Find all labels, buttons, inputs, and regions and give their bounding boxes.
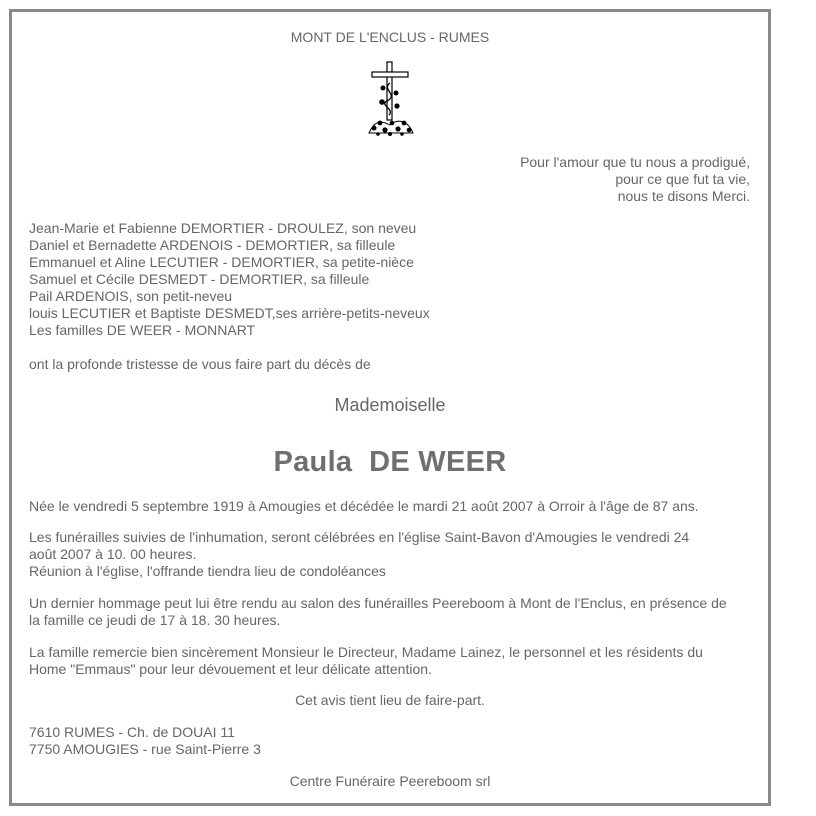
location-header: MONT DE L'ENCLUS - RUMES xyxy=(290,29,490,45)
cross-with-flowers-icon xyxy=(365,59,416,139)
address-line: 7610 RUMES - Ch. de DOUAI 11 xyxy=(29,724,235,740)
thanks-info xyxy=(29,644,703,678)
funeral-line: Réunion à l'église, l'offrande tiendra lieu de condoléances xyxy=(29,563,386,579)
tribute-info xyxy=(29,595,727,629)
deceased-name: Paula DE WEER xyxy=(273,446,507,478)
poem-line: nous te disons Merci. xyxy=(617,188,750,204)
tribute-line: Un dernier hommage peut lui être rendu au salon des funérailles Peereboom à Mont de l'Enclus, en présence de xyxy=(29,595,727,611)
funeral-home: Centre Funéraire Peereboom srl xyxy=(289,773,491,789)
family-line: Pail ARDENOIS, son petit-neveu xyxy=(29,288,233,304)
funeral-line: Les funérailles suivies de l'inhumation, seront célébrées en l'église Saint-Bavon d'Amougies le vendredi 24 xyxy=(29,529,690,545)
salutation: Mademoiselle xyxy=(334,395,446,415)
poem-line: pour ce que fut ta vie, xyxy=(615,171,750,187)
thanks-line: Home "Emmaus" pour leur dévouement et leur délicate attention. xyxy=(29,661,432,677)
family-line: Daniel et Bernadette ARDENOIS - DEMORTIER, sa filleule xyxy=(29,237,396,253)
tribute-line: la famille ce jeudi de 17 à 18. 30 heures. xyxy=(29,612,281,628)
address-line: 7750 AMOUGIES - rue Saint-Pierre 3 xyxy=(29,741,261,757)
poem xyxy=(520,154,750,205)
family-line: louis LECUTIER et Baptiste DESMEDT,ses arrière-petits-neveux xyxy=(29,305,430,321)
poem-line: Pour l'amour que tu nous a prodigué, xyxy=(520,154,750,170)
addresses xyxy=(29,724,261,758)
thanks-line: La famille remercie bien sincèrement Monsieur le Directeur, Madame Lainez, le personnel et les résidents du xyxy=(29,644,703,660)
family-line: Jean-Marie et Fabienne DEMORTIER - DROULEZ, son neveu xyxy=(29,220,417,236)
family-list xyxy=(29,220,430,339)
family-line: Emmanuel et Aline LECUTIER - DEMORTIER, sa petite-nièce xyxy=(29,254,414,270)
birth-death-info: Née le vendredi 5 septembre 1919 à Amougies et décédée le mardi 21 août 2007 à Orroir à l'âge de 87 ans. xyxy=(29,498,699,514)
family-line: Samuel et Cécile DESMEDT - DEMORTIER, sa filleule xyxy=(29,271,370,287)
notice: Cet avis tient lieu de faire-part. xyxy=(295,692,485,708)
funeral-line: août 2007 à 10. 00 heures. xyxy=(29,546,197,562)
family-line: Les familles DE WEER - MONNART xyxy=(29,322,256,338)
announcement: ont la profonde tristesse de vous faire part du décès de xyxy=(29,356,371,372)
obituary-card xyxy=(9,9,771,806)
funeral-info xyxy=(29,529,689,580)
